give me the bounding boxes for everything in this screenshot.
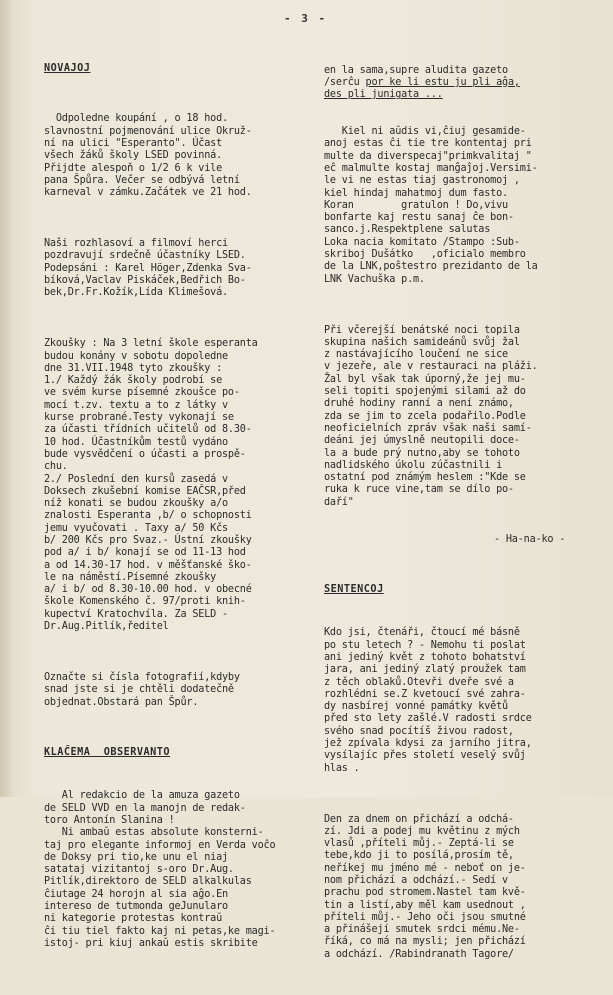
continuation-line-3: des pli junigata ... — [324, 89, 443, 101]
novajoj-paragraph-1: Odpoledne koupání , o 18 hod. slavnostní pojmenování ulice Okruž- ní na ulici "Esperanto". Účast všech žáků školy LSED povinná. Přijdte alespoň o 1/2 6 k vile pana Špůra. Večer se odbývá letní karneval v zámku.Začátek ve 21 hod. — [44, 113, 252, 199]
page-number: - 3 - — [284, 12, 328, 25]
klacema-paragraph: Al redakcio de la amuza gazeto de SELD VVD en la manojn de redak- toro Antonín Slanina ! Ni ambaŭ estas absolute konsterni- taj pro elegante informoj en Verda voĉo de Doksy pri tio,ke unu el niaj satataj vizitantoj s-oro Dr.Aug. Pitlík,direktoro de SELD alkalkulas ĉiutage 24 horojn al sia aĝo.En intereso de tutmonda geJunularo ni kategorie protestas kontraŭ ĉi tiu tiel fakto kaj ni petas,ke magi- istoj- pri kiuj ankaŭ estis skribite — [44, 790, 276, 949]
continuation-line-1: en la sama,supre aludita gazeto — [324, 64, 508, 76]
sentencoj-paragraph-2: Den za dnem on přichází a odchá- zí. Jdi a podej mu květinu z mých vlasů ,příteli můj.- Zeptá-li se tebe,kdo ji to posílá,prosím tě, neříkej mu jméno mé - neboť on je- nom přichází a odchází.- Sedí v prachu pod stromem.Nastel tam kvě- tin a listí,aby měl kam usednout , příteli můj.- Jeho oči jsou smutné a přinášejí smutek srdci mému.Ne- říká, co má na mysli; jen přichází a odchází. /Rabindranath Tagore/ — [324, 813, 526, 960]
novajoj-paragraph-2: Naši rozhlasoví a filmoví herci pozdravují srdečně účastníky LSED. Podepsáni : Karel Höger,Zdenka Sva- bíková,Vaclav Piskáček,Bedřich Bo- bek,Dr.Fr.Kožík,Lída Klimešová. — [44, 238, 252, 299]
continuation-paragraph: Kiel ni aŭdis vi,ĉiuj gesamide- anoj estas ĉi tie tre kontentaj pri multe da diverspecaj"primkvalitaj " eĉ malmulte kostaj manĝaĵoj.Versimi- le vi ne estas tiaj gastronomoj , kiel hindaj mahatmoj dum fasto. Koran gratulon ! Do,vivu bonfarte kaj restu sanaj ĉe bon- sanco.j.Respektplene salutas Loka nacia komitato /Stampo :Sub- skriboj Dušátko ,oficialo membro de la LNK,poŝtestro prezidanto de la LNK Vachuška p.m. — [324, 126, 538, 285]
benatska-paragraph: Při včerejší benátské noci topila skupina našich samideánů svůj žal z nastávajícího loučení ne sice v jezeře, ale v restauraci na pláži. Žal byl však tak úporný,že jej mu- seli topiti spojenými silami až do druhé hodiny ranní a není známo, zda se jim to zcela podařilo.Podle neoficielních zpráv však naši samí- deáni jej úmyslně neutopili doce- la a bude prý nutno,aby se tohoto nadlidského úkolu zúčastnili i ostatní pod známým heslem :"Kde se ruka k ruce vine,tam se dílo po- daří" — [324, 324, 538, 508]
continuation-intro — [324, 65, 606, 102]
left-column — [44, 38, 326, 984]
klacema-heading: KLAĈEMA OBSERVANTO — [44, 747, 171, 759]
novajoj-heading: NOVAJOJ — [44, 62, 91, 74]
novajoj-paragraph-exams: Zkoušky : Na 3 letní škole esperanta budou konány v sobotu dopoledne dne 31.VII.1948 tyto zkoušky : 1./ Každý žák školy podrobí se ve svém kurse písemné zkoušce po- mocí t.zv. textu a to z látky v kurse probrané.Testy vykonají se za účasti třídních učitelů od 8.30- 10 hod. Účastníkům testů vydáno bude vysvědčení o účasti a prospě- chu. 2./ Poslední den kursů zasedá v Doksech zkušební komise EAČSR,před níž konati se budou zkoušky a/o znalosti Esperanta ,b/ o schopnosti jemu vyučovati . Taxy a/ 50 Kčs b/ 200 Kčs pro Svaz.- Ústní zkoušky pod a/ i b/ konají se od 11-13 hod a od 14.30-17 hod. v měšťanské ško- le na náměstí.Písemné zkoušky a/ i b/ od 8.30-10.00 hod. v obecné škole Komenského č. 97/proti knih- kupectví Kratochvíla. Za SELD - Dr.Aug.Pitlík,ředitel — [44, 338, 258, 633]
novajoj-paragraph-photos: Označte si čísla fotografií,kdyby snad jste si je chtěli dodatečně objednat.Obstará pan Špůr. — [44, 671, 240, 708]
sentencoj-paragraph-1: Kdo jsi, čtenáři, čtoucí mé básně po stu letech ? - Nemohu ti poslat ani jediný květ z tohoto bohatství jara, ani jediný zlatý proužek tam z těch oblaků.Otevři dveře své a rozhlédni se.Z kvetoucí své zahra- dy nasbírej vonné památky květů před sto lety zašlé.V radosti srdce svého snad pocítíš živou radost, jež zpívala kdysi za jarního jitra, vysílajíc přes století veselý svůj hlas . — [324, 627, 532, 774]
benatska-signature: - Ha-na-ko - — [494, 533, 566, 545]
sentencoj-heading: SENTENCOJ — [324, 584, 384, 596]
continuation-underlined: por ke li estu ju pli aĝa, — [365, 76, 520, 88]
continuation-line-2: /serĉu — [324, 76, 366, 88]
right-column — [324, 40, 606, 995]
page-spine-shadow — [0, 0, 14, 797]
